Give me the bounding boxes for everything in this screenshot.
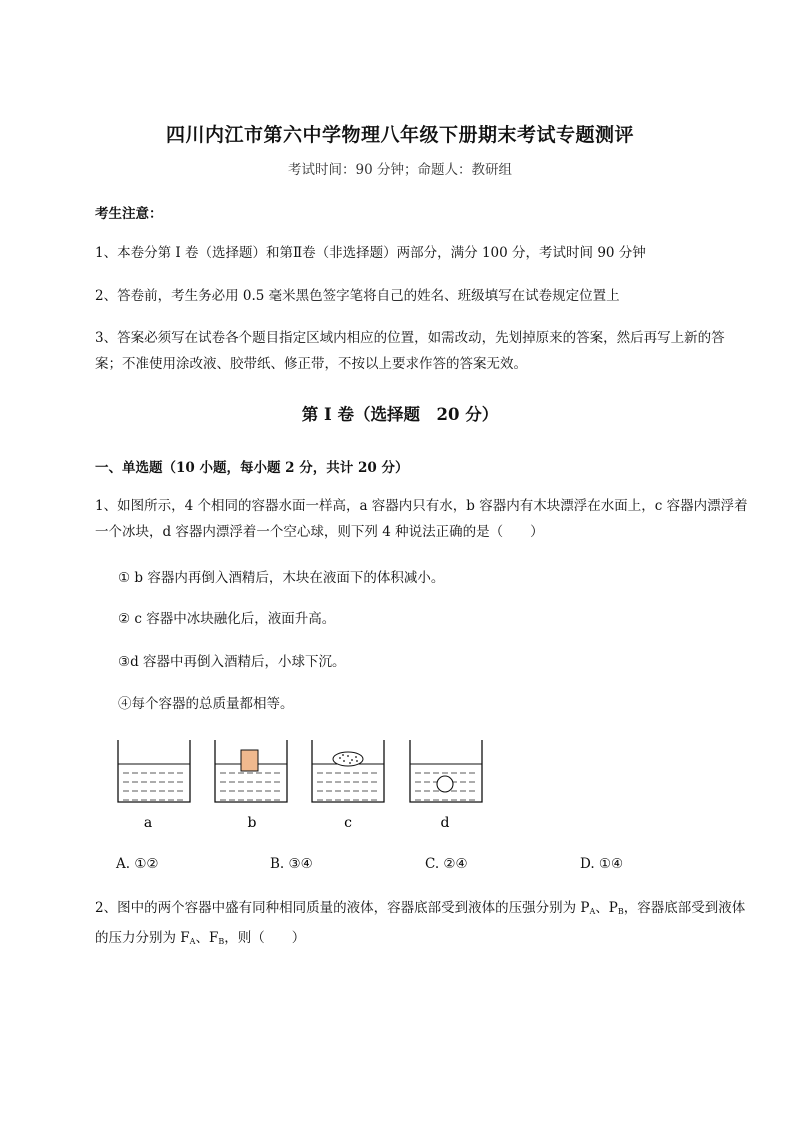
statement-3: ③d 容器中再倒入酒精后，小球下沉。 [118, 654, 346, 670]
label-b: b [247, 815, 257, 831]
notice-3: 3、答案必须写在试卷各个题目指定区域内相应的位置，如需改动，先划掉原来的答案，然后再写上新的答案；不准使用涂改液、胶带纸、修正带，不按以上要求作答的答案无效。 [95, 330, 725, 372]
notice-1: 1、本卷分第 I 卷（选择题）和第Ⅱ卷（非选择题）两部分，满分 100 分，考试时间 90 分钟 [95, 245, 646, 261]
q2-sub-fa: A [189, 937, 196, 946]
label-a: a [143, 815, 153, 831]
hollow-ball [437, 776, 453, 792]
ice-block [333, 752, 363, 766]
q2-sub-a: A [589, 907, 596, 916]
statement-1: ① b 容器内再倒入酒精后，木块在液面下的体积减小。 [118, 570, 445, 586]
container-b [215, 740, 287, 802]
option-b[interactable]: B. ③④ [270, 856, 313, 872]
statement-4: ④每个容器的总质量都相等。 [118, 696, 294, 712]
question-2-stem [95, 895, 750, 955]
q2-sub-fb: B [218, 937, 225, 946]
container-a [118, 740, 190, 802]
exam-info: 考试时间：90 分钟；命题人：教研组 [288, 162, 512, 178]
q2-sep-2: 、F [195, 930, 219, 946]
containers-figure [100, 735, 500, 835]
q2-sub-b: B [617, 907, 624, 916]
statement-2: ② c 容器中冰块融化后，液面升高。 [118, 611, 336, 627]
question-1-stem: 1、如图所示，4 个相同的容器水面一样高，a 容器内只有水，b 容器内有木块漂浮在水面上，c 容器内漂浮着一个冰块，d 容器内漂浮着一个空心球，则下列 4 种说法正确的是（ ） [95, 498, 748, 540]
page-title: 四川内江市第六中学物理八年级下册期末考试专题测评 [165, 124, 634, 146]
label-d: d [440, 815, 450, 831]
notice-heading: 考生注意： [95, 206, 163, 222]
label-c: c [344, 815, 352, 831]
wood-block [241, 750, 258, 771]
q2-text-1: 2、图中的两个容器中盛有同种相同质量的液体，容器底部受到液体的压强分别为 P [95, 900, 590, 916]
question-group-heading: 一、单选题（10 小题，每小题 2 分，共计 20 分） [95, 460, 409, 476]
q2-text-2: ，容器底部受 [623, 900, 705, 916]
option-c[interactable]: C. ②④ [425, 856, 468, 872]
section-title: 第 I 卷（选择题 20 分） [301, 405, 499, 424]
option-d[interactable]: D. ①④ [580, 856, 624, 872]
q2-text-3: 到液体的压力分别为 F [95, 900, 746, 946]
option-a[interactable]: A. ①② [116, 856, 159, 872]
q2-sep: 、P [595, 900, 618, 916]
container-c [312, 740, 384, 802]
notice-2: 2、答卷前，考生务必用 0.5 毫米黑色签字笔将自己的姓名、班级填写在试卷规定位置上 [95, 288, 620, 304]
q2-text-end: ，则（ ） [224, 930, 306, 946]
container-d [410, 740, 482, 802]
